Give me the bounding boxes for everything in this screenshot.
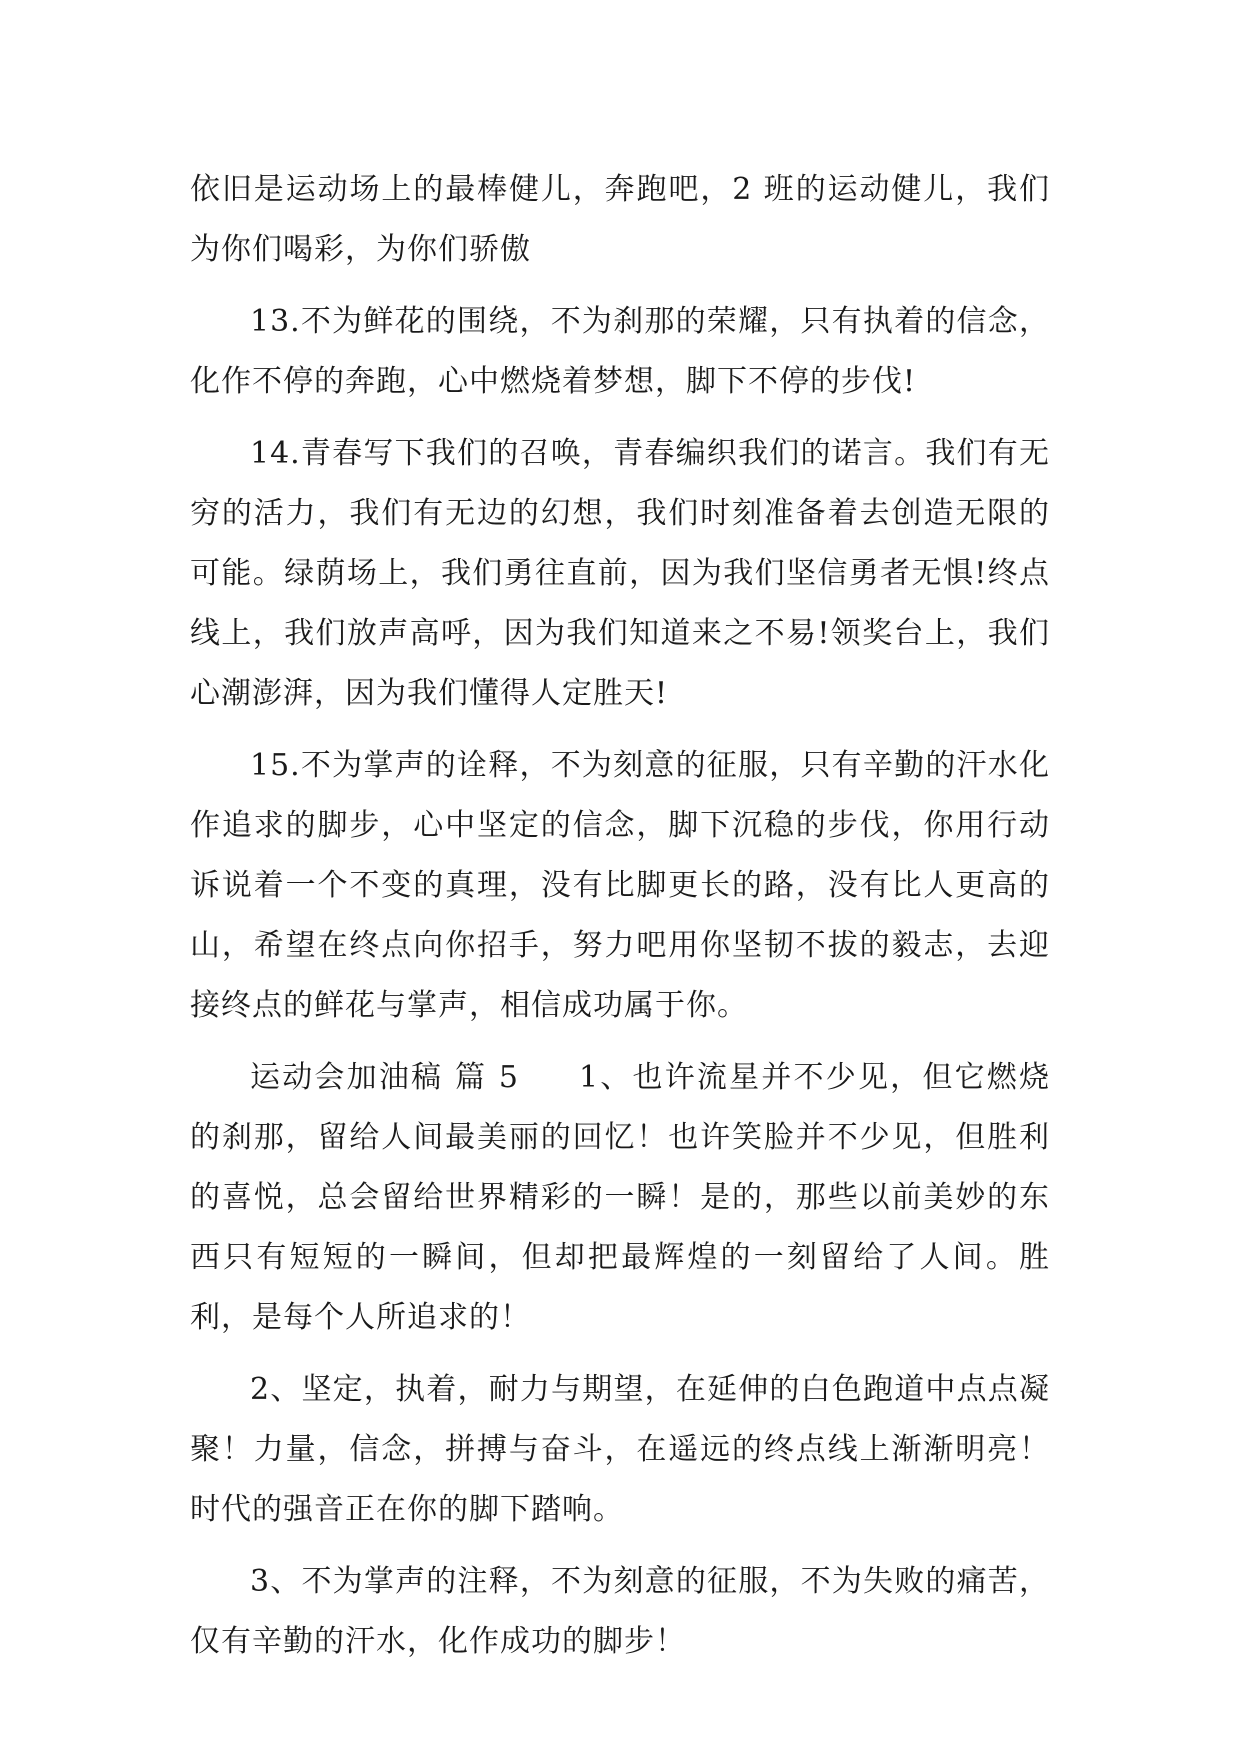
paragraph-13: 13.不为鲜花的围绕，不为刹那的荣耀，只有执着的信念，化作不停的奔跑，心中燃烧着梦想，脚下不停的步伐! [190, 304, 1050, 399]
paragraph-item-2: 2、坚定，执着，耐力与期望，在延伸的白色跑道中点点凝聚！力量，信念，拼搏与奋斗，在遥远的终点线上渐渐明亮！时代的强音正在你的脚下踏响。 [190, 1372, 1050, 1527]
paragraph-item-3: 3、不为掌声的注释，不为刻意的征服，不为失败的痛苦，仅有辛勤的汗水，化作成功的脚步！ [190, 1564, 1050, 1659]
paragraph-continuation: 依旧是运动场上的最棒健儿，奔跑吧，2 班的运动健儿，我们为你们喝彩，为你们骄傲 [190, 172, 1050, 267]
section-5-item-1: 1、也许流星并不少见，但它燃烧的刹那，留给人间最美丽的回忆！也许笑脸并不少见，但胜利的喜悦，总会留给世界精彩的一瞬！是的，那些以前美妙的东西只有短短的一瞬间，但却把最辉煌的一刻留给了人间。胜利，是每个人所追求的！ [190, 1060, 1050, 1335]
paragraph-14: 14.青春写下我们的召唤，青春编织我们的诺言。我们有无穷的活力，我们有无边的幻想，我们时刻准备着去创造无限的可能。绿荫场上，我们勇往直前，因为我们坚信勇者无惧!终点线上，我们放声高呼，因为我们知道来之不易!领奖台上，我们心潮澎湃，因为我们懂得人定胜天! [190, 436, 1050, 711]
paragraph-section-5 [190, 1048, 1050, 1348]
section-heading: 运动会加油稿 篇 5 [250, 1060, 520, 1095]
document-body [190, 160, 1050, 1684]
paragraph-15: 15.不为掌声的诠释，不为刻意的征服，只有辛勤的汗水化作追求的脚步，心中坚定的信念，脚下沉稳的步伐，你用行动诉说着一个不变的真理，没有比脚更长的路，没有比人更高的山，希望在终点向你招手，努力吧用你坚韧不拔的毅志，去迎接终点的鲜花与掌声，相信成功属于你。 [190, 748, 1050, 1023]
